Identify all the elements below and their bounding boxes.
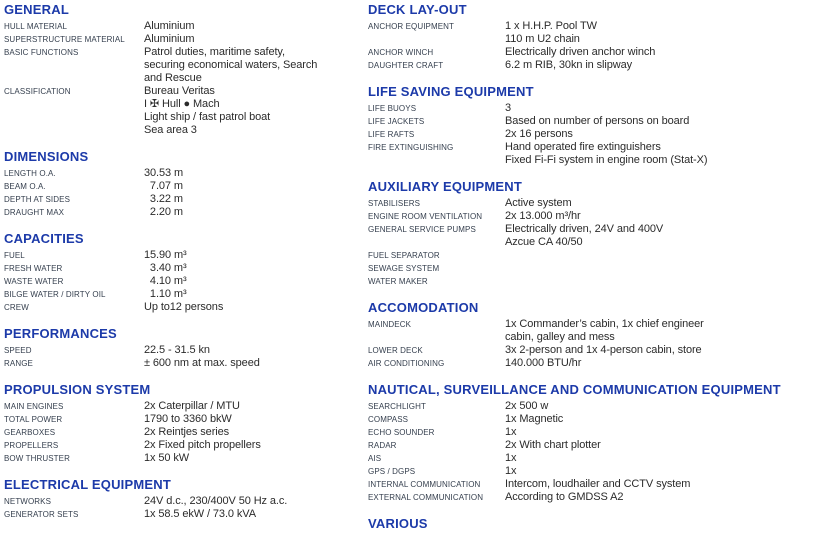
spec-value-line: Electrically driven, 24V and 400V bbox=[505, 223, 664, 235]
section-auxiliary-equipment bbox=[368, 179, 826, 288]
spec-value-line: 3 bbox=[505, 102, 512, 114]
spec-label: FIRE EXTINGUISHING bbox=[368, 143, 454, 152]
spec-value bbox=[505, 318, 826, 344]
spec-value-line: Azcue CA 40/50 bbox=[505, 236, 583, 248]
spec-value-line: According to GMDSS A2 bbox=[505, 491, 624, 503]
spec-value bbox=[505, 115, 826, 128]
spec-label: TOTAL POWER bbox=[4, 415, 63, 424]
section-title-deck-lay-out: DECK LAY-OUT bbox=[368, 2, 467, 17]
spec-row bbox=[4, 452, 358, 465]
spec-value-line: 110 m U2 chain bbox=[505, 33, 580, 45]
spec-value bbox=[505, 197, 826, 210]
spec-row bbox=[4, 508, 358, 521]
spec-label: CREW bbox=[4, 303, 29, 312]
spec-row bbox=[4, 439, 358, 452]
spec-value-line: 3.40 m³ bbox=[144, 262, 187, 274]
spec-value-line: 2.20 m bbox=[144, 206, 183, 218]
spec-value bbox=[144, 275, 358, 288]
spec-label: LOWER DECK bbox=[368, 346, 423, 355]
spec-value-line: 6.2 m RIB, 30kn in slipway bbox=[505, 59, 633, 71]
spec-row bbox=[4, 206, 358, 219]
spec-label: MAIN ENGINES bbox=[4, 402, 64, 411]
spec-label: FUEL bbox=[4, 251, 25, 260]
spec-value bbox=[144, 193, 358, 206]
spec-row bbox=[368, 452, 826, 465]
spec-value-line: 2x With chart plotter bbox=[505, 439, 601, 451]
spec-label: RANGE bbox=[4, 359, 33, 368]
spec-value bbox=[144, 206, 358, 219]
spec-value-line: Sea area 3 bbox=[144, 124, 197, 136]
spec-value bbox=[505, 465, 826, 478]
spec-value-line: Aluminium bbox=[144, 20, 195, 32]
spec-value-line: securing economical waters, Search bbox=[144, 59, 318, 71]
spec-value bbox=[505, 46, 826, 59]
spec-row bbox=[4, 262, 358, 275]
spec-value bbox=[144, 508, 358, 521]
spec-value-line: 3.22 m bbox=[144, 193, 183, 205]
spec-label: ECHO SOUNDER bbox=[368, 428, 435, 437]
section-title-nautical-surveillance-and-communication-equipment: NAUTICAL, SURVEILLANCE AND COMMUNICATION EQUIPMENT bbox=[368, 382, 781, 397]
spec-value-line: Based on number of persons on board bbox=[505, 115, 690, 127]
spec-label: FUEL SEPARATOR bbox=[368, 251, 440, 260]
spec-row bbox=[4, 275, 358, 288]
spec-label: FRESH WATER bbox=[4, 264, 63, 273]
spec-row bbox=[368, 262, 826, 275]
spec-row bbox=[368, 439, 826, 452]
spec-value bbox=[505, 128, 826, 141]
spec-label: AIR CONDITIONING bbox=[368, 359, 445, 368]
spec-value bbox=[144, 357, 358, 370]
spec-value bbox=[144, 262, 358, 275]
spec-row bbox=[368, 223, 826, 249]
spec-row bbox=[368, 46, 826, 59]
spec-value bbox=[505, 210, 826, 223]
section-capacities bbox=[4, 231, 358, 314]
spec-row bbox=[4, 344, 358, 357]
spec-row bbox=[368, 210, 826, 223]
spec-label: STABILISERS bbox=[368, 199, 421, 208]
spec-row bbox=[368, 249, 826, 262]
spec-row bbox=[4, 413, 358, 426]
spec-row bbox=[368, 128, 826, 141]
spec-row bbox=[368, 491, 826, 504]
spec-row bbox=[368, 344, 826, 357]
spec-label: GEARBOXES bbox=[4, 428, 56, 437]
spec-row bbox=[368, 275, 826, 288]
spec-row bbox=[4, 288, 358, 301]
spec-value-line: Up to12 persons bbox=[144, 301, 224, 313]
spec-value bbox=[505, 491, 826, 504]
spec-value-line: Intercom, loudhailer and CCTV system bbox=[505, 478, 691, 490]
spec-row bbox=[368, 426, 826, 439]
spec-value-line: 140.000 BTU/hr bbox=[505, 357, 582, 369]
section-deck-lay-out bbox=[368, 2, 826, 72]
spec-row bbox=[4, 20, 358, 33]
spec-label: DAUGHTER CRAFT bbox=[368, 61, 444, 70]
spec-value-line: 1x bbox=[505, 426, 517, 438]
spec-value-line: 4.10 m³ bbox=[144, 275, 187, 287]
spec-value bbox=[144, 249, 358, 262]
spec-value-line: 1x Magnetic bbox=[505, 413, 564, 425]
spec-value-line: ± 600 nm at max. speed bbox=[144, 357, 260, 369]
spec-value-line: 2x Caterpillar / MTU bbox=[144, 400, 240, 412]
spec-value-line: 30.53 m bbox=[144, 167, 184, 179]
section-life-saving-equipment bbox=[368, 84, 826, 167]
spec-row bbox=[368, 59, 826, 72]
spec-value-line: 1x bbox=[505, 452, 517, 464]
spec-label: HULL MATERIAL bbox=[4, 22, 68, 31]
spec-row bbox=[368, 20, 826, 46]
spec-label: BASIC FUNCTIONS bbox=[4, 48, 79, 57]
spec-value bbox=[144, 439, 358, 452]
section-title-electrical-equipment: ELECTRICAL EQUIPMENT bbox=[4, 477, 171, 492]
spec-label: LENGTH O.A. bbox=[4, 169, 56, 178]
spec-value bbox=[505, 102, 826, 115]
spec-value-line: 2x Reintjes series bbox=[144, 426, 230, 438]
spec-label: GPS / DGPS bbox=[368, 467, 416, 476]
spec-column-right bbox=[368, 2, 826, 543]
spec-row bbox=[4, 249, 358, 262]
spec-value bbox=[144, 167, 358, 180]
spec-value-line: Electrically driven anchor winch bbox=[505, 46, 656, 58]
spec-row bbox=[4, 357, 358, 370]
spec-value bbox=[144, 46, 358, 85]
spec-value-line: 3x 2-person and 1x 4-person cabin, store bbox=[505, 344, 702, 356]
spec-value bbox=[144, 344, 358, 357]
spec-row bbox=[4, 180, 358, 193]
spec-row bbox=[368, 197, 826, 210]
spec-label: WASTE WATER bbox=[4, 277, 64, 286]
spec-value bbox=[505, 478, 826, 491]
spec-value bbox=[505, 452, 826, 465]
spec-label: BILGE WATER / DIRTY OIL bbox=[4, 290, 106, 299]
spec-value bbox=[505, 357, 826, 370]
spec-value bbox=[144, 180, 358, 193]
spec-label: SPEED bbox=[4, 346, 32, 355]
spec-column-left bbox=[4, 2, 358, 533]
spec-value bbox=[505, 344, 826, 357]
spec-value-line: 1x bbox=[505, 465, 517, 477]
section-propulsion-system bbox=[4, 382, 358, 465]
spec-row bbox=[4, 301, 358, 314]
spec-label: NETWORKS bbox=[4, 497, 52, 506]
spec-value-line: 2x 16 persons bbox=[505, 128, 573, 140]
section-title-capacities: CAPACITIES bbox=[4, 231, 84, 246]
spec-row bbox=[4, 85, 358, 137]
spec-label: WATER MAKER bbox=[368, 277, 428, 286]
section-title-dimensions: DIMENSIONS bbox=[4, 149, 89, 164]
spec-value-line: 15.90 m³ bbox=[144, 249, 187, 261]
spec-row bbox=[368, 115, 826, 128]
spec-row bbox=[368, 102, 826, 115]
spec-label: SEWAGE SYSTEM bbox=[368, 264, 440, 273]
spec-label: LIFE RAFTS bbox=[368, 130, 415, 139]
spec-value bbox=[505, 59, 826, 72]
section-title-propulsion-system: PROPULSION SYSTEM bbox=[4, 382, 151, 397]
spec-label: INTERNAL COMMUNICATION bbox=[368, 480, 481, 489]
spec-row bbox=[368, 400, 826, 413]
section-dimensions bbox=[4, 149, 358, 219]
spec-row bbox=[4, 495, 358, 508]
spec-value-line: 1790 to 3360 bkW bbox=[144, 413, 232, 425]
spec-value bbox=[144, 20, 358, 33]
spec-label: DRAUGHT MAX bbox=[4, 208, 65, 217]
spec-value-line: Light ship / fast patrol boat bbox=[144, 111, 271, 123]
spec-row bbox=[368, 478, 826, 491]
spec-value-line: 1.10 m³ bbox=[144, 288, 187, 300]
spec-label: GENERATOR SETS bbox=[4, 510, 79, 519]
spec-value bbox=[505, 400, 826, 413]
spec-value-line: 22.5 - 31.5 kn bbox=[144, 344, 210, 356]
spec-value bbox=[505, 223, 826, 249]
spec-label: EXTERNAL COMMUNICATION bbox=[368, 493, 484, 502]
spec-row bbox=[368, 465, 826, 478]
section-nautical-surveillance-and-communication-equipment bbox=[368, 382, 826, 504]
spec-value bbox=[144, 301, 358, 314]
spec-label: BOW THRUSTER bbox=[4, 454, 70, 463]
spec-value-line: Fixed Fi-Fi system in engine room (Stat-X) bbox=[505, 154, 708, 166]
spec-row bbox=[4, 167, 358, 180]
spec-value bbox=[505, 20, 826, 46]
section-general bbox=[4, 2, 358, 137]
spec-value-line: 24V d.c., 230/400V 50 Hz a.c. bbox=[144, 495, 288, 507]
spec-value bbox=[505, 413, 826, 426]
spec-label: MAINDECK bbox=[368, 320, 412, 329]
spec-row bbox=[4, 193, 358, 206]
spec-value-line: 1x Commander’s cabin, 1x chief engineer bbox=[505, 318, 704, 330]
section-title-performances: PERFORMANCES bbox=[4, 326, 117, 341]
spec-value bbox=[505, 141, 826, 167]
section-title-general: GENERAL bbox=[4, 2, 69, 17]
spec-value-line: I ✠ Hull ● Mach bbox=[144, 98, 220, 110]
spec-value-line: Patrol duties, maritime safety, bbox=[144, 46, 285, 58]
spec-value-line: Active system bbox=[505, 197, 572, 209]
spec-row bbox=[368, 413, 826, 426]
spec-label: LIFE BUOYS bbox=[368, 104, 417, 113]
spec-row bbox=[4, 46, 358, 85]
section-performances bbox=[4, 326, 358, 370]
spec-label: ANCHOR EQUIPMENT bbox=[368, 22, 455, 31]
spec-label: COMPASS bbox=[368, 415, 409, 424]
spec-label: SUPERSTRUCTURE MATERIAL bbox=[4, 35, 125, 44]
spec-label: BEAM O.A. bbox=[4, 182, 46, 191]
spec-value-line: 7.07 m bbox=[144, 180, 183, 192]
spec-label: RADAR bbox=[368, 441, 397, 450]
spec-row bbox=[368, 141, 826, 167]
spec-value-line: Hand operated fire extinguishers bbox=[505, 141, 661, 153]
spec-value-line: and Rescue bbox=[144, 72, 202, 84]
spec-label: AIS bbox=[368, 454, 382, 463]
spec-value-line: Aluminium bbox=[144, 33, 195, 45]
spec-value bbox=[505, 439, 826, 452]
spec-value-line: cabin, galley and mess bbox=[505, 331, 615, 343]
section-title-accomodation: ACCOMODATION bbox=[368, 300, 479, 315]
spec-value-line: Bureau Veritas bbox=[144, 85, 215, 97]
spec-label: ENGINE ROOM VENTILATION bbox=[368, 212, 483, 221]
section-title-various: VARIOUS bbox=[368, 516, 428, 531]
spec-label: DEPTH AT SIDES bbox=[4, 195, 71, 204]
spec-row bbox=[368, 318, 826, 344]
spec-label: GENERAL SERVICE PUMPS bbox=[368, 225, 476, 234]
section-electrical-equipment bbox=[4, 477, 358, 521]
spec-value-line: 2x Fixed pitch propellers bbox=[144, 439, 261, 451]
spec-row bbox=[4, 426, 358, 439]
spec-value-line: 2x 500 w bbox=[505, 400, 549, 412]
section-accomodation bbox=[368, 300, 826, 370]
spec-value bbox=[144, 495, 358, 508]
spec-value bbox=[144, 400, 358, 413]
spec-value bbox=[144, 288, 358, 301]
spec-value-line: 1 x H.H.P. Pool TW bbox=[505, 20, 597, 32]
spec-value bbox=[144, 426, 358, 439]
spec-value bbox=[144, 33, 358, 46]
spec-value-line: 1x 50 kW bbox=[144, 452, 190, 464]
spec-value-line: 1x 58.5 ekW / 73.0 kVA bbox=[144, 508, 256, 520]
section-title-auxiliary-equipment: AUXILIARY EQUIPMENT bbox=[368, 179, 523, 194]
spec-label: ANCHOR WINCH bbox=[368, 48, 434, 57]
spec-row bbox=[4, 33, 358, 46]
spec-value-line: 2x 13.000 m³/hr bbox=[505, 210, 581, 222]
spec-label: PROPELLERS bbox=[4, 441, 59, 450]
spec-row bbox=[4, 400, 358, 413]
spec-label: CLASSIFICATION bbox=[4, 87, 71, 96]
spec-value bbox=[144, 85, 358, 137]
spec-label: LIFE JACKETS bbox=[368, 117, 425, 126]
spec-value bbox=[144, 413, 358, 426]
section-title-life-saving-equipment: LIFE SAVING EQUIPMENT bbox=[368, 84, 534, 99]
spec-row bbox=[368, 357, 826, 370]
spec-value bbox=[505, 426, 826, 439]
spec-label: SEARCHLIGHT bbox=[368, 402, 426, 411]
spec-value bbox=[144, 452, 358, 465]
